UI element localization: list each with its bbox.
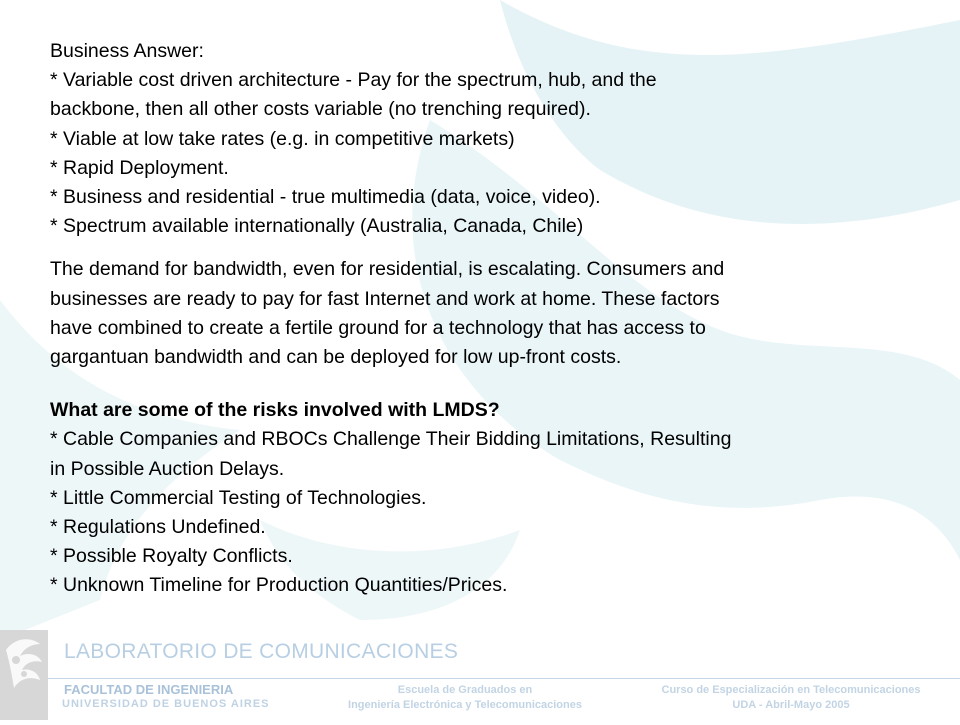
risk-point: * Possible Royalty Conflicts.: [50, 545, 293, 568]
school-label: [310, 683, 620, 713]
university-label: UNIVERSIDAD DE BUENOS AIRES: [62, 698, 270, 710]
business-point: backbone, then all other costs variable (no trenching required).: [50, 98, 591, 121]
footer-divider: [48, 678, 960, 679]
demand-line: gargantuan bandwidth and can be deployed for low up-front costs.: [50, 346, 622, 369]
business-point: * Business and residential - true multimedia (data, voice, video).: [50, 186, 601, 209]
course-line-2: UDA - Abril-Mayo 2005: [732, 699, 850, 711]
lab-title: LABORATORIO DE COMUNICACIONES: [64, 640, 459, 663]
risk-point: * Regulations Undefined.: [50, 516, 266, 539]
slide-body: [50, 37, 920, 601]
risk-point: * Unknown Timeline for Production Quantities/Prices.: [50, 574, 508, 597]
risk-point: in Possible Auction Delays.: [50, 457, 285, 480]
demand-line: have combined to create a fertile ground for a technology that has access to: [50, 316, 706, 339]
school-line-2: Ingeniería Electrónica y Telecomunicaciones: [348, 699, 582, 711]
university-logo: [0, 630, 48, 720]
school-line-1: Escuela de Graduados en: [397, 684, 533, 696]
business-point: * Variable cost driven architecture - Pay for the spectrum, hub, and the: [50, 69, 657, 92]
risk-point: * Cable Companies and RBOCs Challenge Their Bidding Limitations, Resulting: [50, 428, 732, 451]
risk-point: * Little Commercial Testing of Technologies.: [50, 486, 427, 509]
faculty-label: FACULTAD DE INGENIERIA: [64, 682, 234, 697]
business-point: * Viable at low take rates (e.g. in competitive markets): [50, 127, 515, 150]
business-heading: Business Answer:: [50, 40, 204, 62]
course-label: [628, 683, 954, 713]
business-point: * Spectrum available internationally (Australia, Canada, Chile): [50, 215, 584, 238]
demand-line: The demand for bandwidth, even for residential, is escalating. Consumers and: [50, 258, 725, 281]
business-point: * Rapid Deployment.: [50, 156, 229, 179]
risks-heading: What are some of the risks involved with LMDS?: [50, 399, 500, 422]
course-line-1: Curso de Especialización en Telecomunicaciones: [661, 684, 921, 696]
demand-line: businesses are ready to pay for fast Internet and work at home. These factors: [50, 287, 720, 310]
